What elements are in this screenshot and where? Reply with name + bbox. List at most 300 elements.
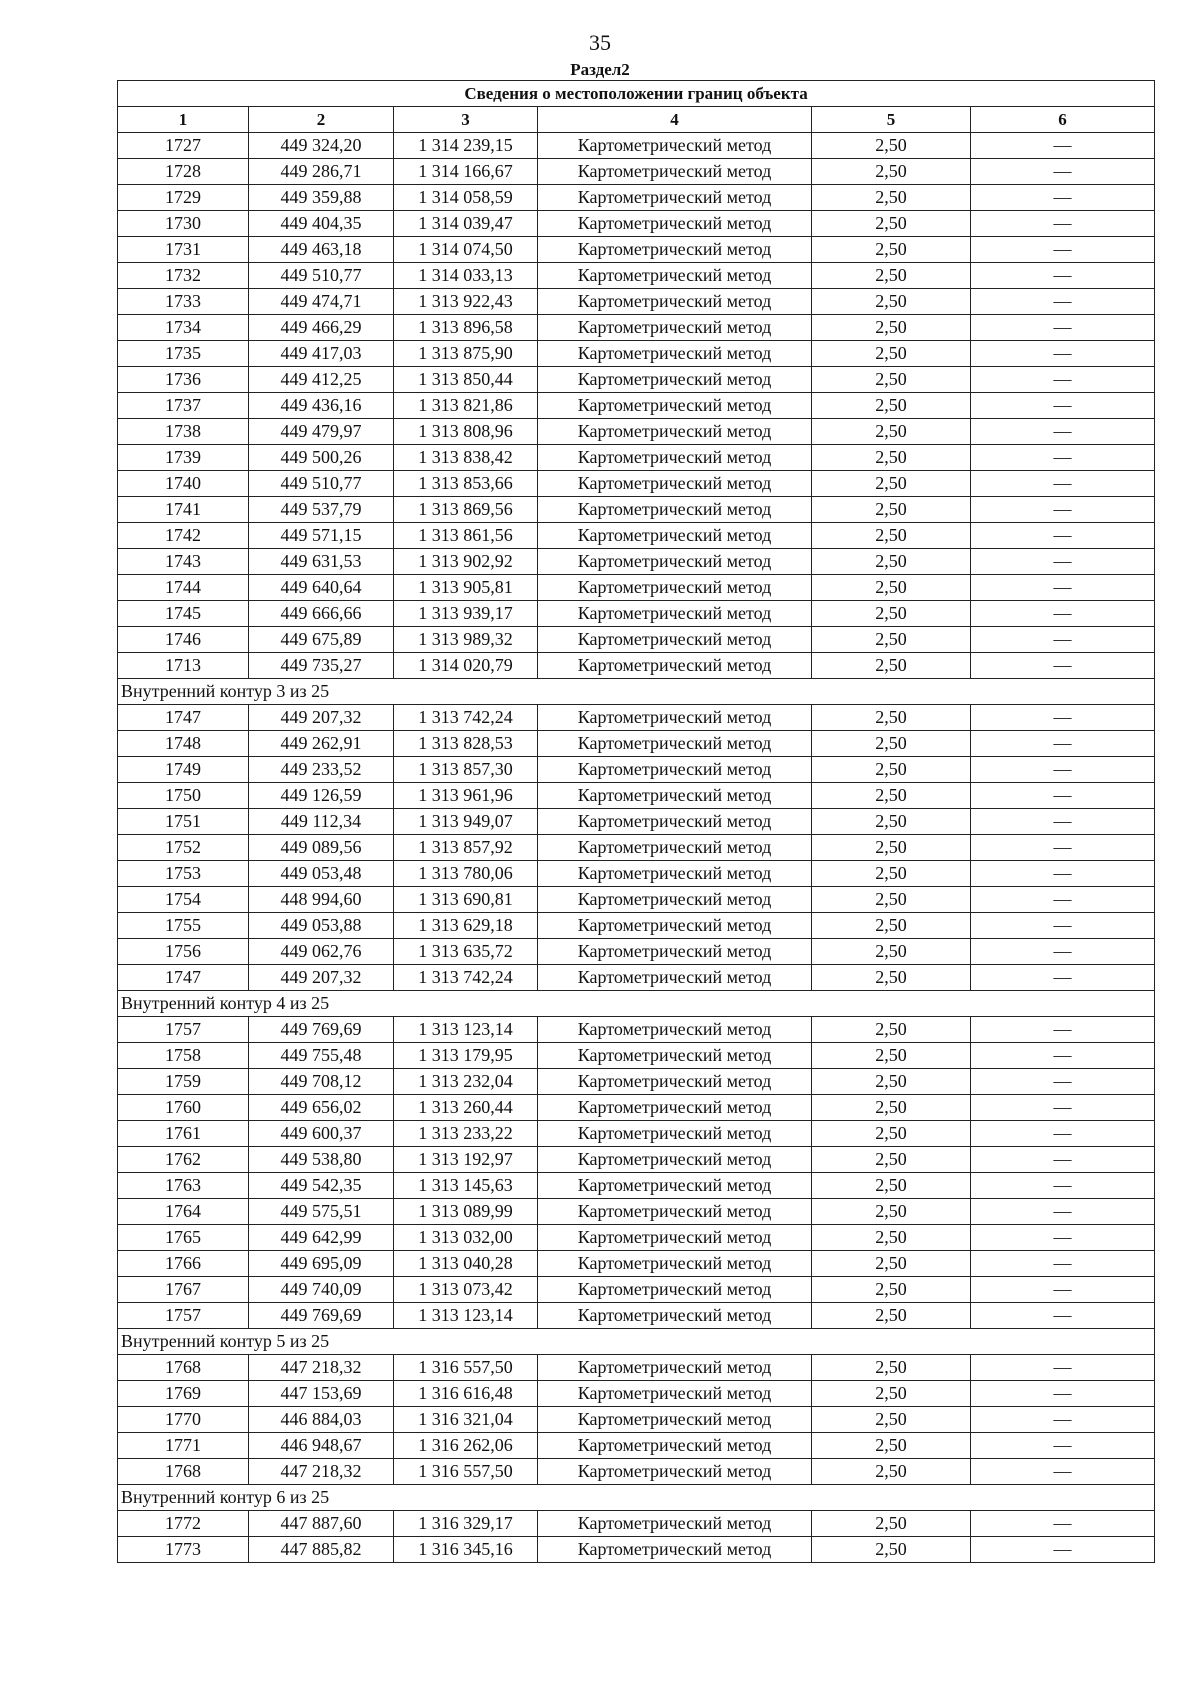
method-cell: Картометрический метод bbox=[538, 835, 812, 861]
x-coordinate-cell: 449 735,27 bbox=[249, 653, 394, 679]
point-number-cell: 1758 bbox=[118, 1043, 249, 1069]
x-coordinate-cell: 449 631,53 bbox=[249, 549, 394, 575]
method-cell: Картометрический метод bbox=[538, 1459, 812, 1485]
table-row bbox=[118, 549, 1155, 575]
point-number-cell: 1713 bbox=[118, 653, 249, 679]
accuracy-cell: 2,50 bbox=[812, 549, 971, 575]
x-coordinate-cell: 446 884,03 bbox=[249, 1407, 394, 1433]
method-cell: Картометрический метод bbox=[538, 653, 812, 679]
y-coordinate-cell: 1 313 902,92 bbox=[394, 549, 538, 575]
table-row bbox=[118, 1017, 1155, 1043]
method-cell: Картометрический метод bbox=[538, 1381, 812, 1407]
table-row bbox=[118, 133, 1155, 159]
y-coordinate-cell: 1 314 020,79 bbox=[394, 653, 538, 679]
table-row bbox=[118, 445, 1155, 471]
table-row bbox=[118, 627, 1155, 653]
description-cell: — bbox=[971, 393, 1155, 419]
y-coordinate-cell: 1 313 089,99 bbox=[394, 1199, 538, 1225]
table-row bbox=[118, 159, 1155, 185]
point-number-cell: 1766 bbox=[118, 1251, 249, 1277]
method-cell: Картометрический метод bbox=[538, 575, 812, 601]
point-number-cell: 1738 bbox=[118, 419, 249, 445]
x-coordinate-cell: 449 404,35 bbox=[249, 211, 394, 237]
method-cell: Картометрический метод bbox=[538, 1537, 812, 1563]
point-number-cell: 1749 bbox=[118, 757, 249, 783]
x-coordinate-cell: 449 575,51 bbox=[249, 1199, 394, 1225]
x-coordinate-cell: 449 510,77 bbox=[249, 471, 394, 497]
point-number-cell: 1732 bbox=[118, 263, 249, 289]
x-coordinate-cell: 449 542,35 bbox=[249, 1173, 394, 1199]
point-number-cell: 1751 bbox=[118, 809, 249, 835]
method-cell: Картометрический метод bbox=[538, 1511, 812, 1537]
description-cell: — bbox=[971, 419, 1155, 445]
description-cell: — bbox=[971, 627, 1155, 653]
table-row bbox=[118, 471, 1155, 497]
table-row bbox=[118, 1147, 1155, 1173]
description-cell: — bbox=[971, 1173, 1155, 1199]
y-coordinate-cell: 1 313 780,06 bbox=[394, 861, 538, 887]
method-cell: Картометрический метод bbox=[538, 939, 812, 965]
table-row bbox=[118, 497, 1155, 523]
x-coordinate-cell: 449 089,56 bbox=[249, 835, 394, 861]
table-row bbox=[118, 367, 1155, 393]
x-coordinate-cell: 449 642,99 bbox=[249, 1225, 394, 1251]
accuracy-cell: 2,50 bbox=[812, 1381, 971, 1407]
x-coordinate-cell: 448 994,60 bbox=[249, 887, 394, 913]
accuracy-cell: 2,50 bbox=[812, 1199, 971, 1225]
accuracy-cell: 2,50 bbox=[812, 1017, 971, 1043]
x-coordinate-cell: 447 153,69 bbox=[249, 1381, 394, 1407]
accuracy-cell: 2,50 bbox=[812, 1147, 971, 1173]
method-cell: Картометрический метод bbox=[538, 887, 812, 913]
y-coordinate-cell: 1 316 329,17 bbox=[394, 1511, 538, 1537]
accuracy-cell: 2,50 bbox=[812, 367, 971, 393]
point-number-cell: 1741 bbox=[118, 497, 249, 523]
method-cell: Картометрический метод bbox=[538, 783, 812, 809]
table-row bbox=[118, 289, 1155, 315]
table-row bbox=[118, 1381, 1155, 1407]
method-cell: Картометрический метод bbox=[538, 1121, 812, 1147]
accuracy-cell: 2,50 bbox=[812, 575, 971, 601]
point-number-cell: 1737 bbox=[118, 393, 249, 419]
x-coordinate-cell: 449 324,20 bbox=[249, 133, 394, 159]
method-cell: Картометрический метод bbox=[538, 861, 812, 887]
y-coordinate-cell: 1 313 853,66 bbox=[394, 471, 538, 497]
point-number-cell: 1773 bbox=[118, 1537, 249, 1563]
point-number-cell: 1759 bbox=[118, 1069, 249, 1095]
description-cell: — bbox=[971, 211, 1155, 237]
y-coordinate-cell: 1 316 616,48 bbox=[394, 1381, 538, 1407]
accuracy-cell: 2,50 bbox=[812, 731, 971, 757]
table-row bbox=[118, 1433, 1155, 1459]
x-coordinate-cell: 449 436,16 bbox=[249, 393, 394, 419]
accuracy-cell: 2,50 bbox=[812, 1069, 971, 1095]
x-coordinate-cell: 449 500,26 bbox=[249, 445, 394, 471]
method-cell: Картометрический метод bbox=[538, 341, 812, 367]
x-coordinate-cell: 449 755,48 bbox=[249, 1043, 394, 1069]
x-coordinate-cell: 449 053,88 bbox=[249, 913, 394, 939]
y-coordinate-cell: 1 313 961,96 bbox=[394, 783, 538, 809]
x-coordinate-cell: 449 708,12 bbox=[249, 1069, 394, 1095]
table-row bbox=[118, 965, 1155, 991]
description-cell: — bbox=[971, 783, 1155, 809]
boundary-coordinates-table bbox=[117, 80, 1155, 1563]
point-number-cell: 1768 bbox=[118, 1355, 249, 1381]
method-cell: Картометрический метод bbox=[538, 367, 812, 393]
point-number-cell: 1772 bbox=[118, 1511, 249, 1537]
accuracy-cell: 2,50 bbox=[812, 757, 971, 783]
y-coordinate-cell: 1 313 260,44 bbox=[394, 1095, 538, 1121]
y-coordinate-cell: 1 313 629,18 bbox=[394, 913, 538, 939]
column-header: 6 bbox=[971, 107, 1155, 133]
table-row bbox=[118, 887, 1155, 913]
y-coordinate-cell: 1 313 742,24 bbox=[394, 965, 538, 991]
accuracy-cell: 2,50 bbox=[812, 1537, 971, 1563]
description-cell: — bbox=[971, 653, 1155, 679]
method-cell: Картометрический метод bbox=[538, 211, 812, 237]
accuracy-cell: 2,50 bbox=[812, 315, 971, 341]
description-cell: — bbox=[971, 965, 1155, 991]
y-coordinate-cell: 1 314 166,67 bbox=[394, 159, 538, 185]
table-row bbox=[118, 1511, 1155, 1537]
point-number-cell: 1728 bbox=[118, 159, 249, 185]
point-number-cell: 1757 bbox=[118, 1017, 249, 1043]
accuracy-cell: 2,50 bbox=[812, 497, 971, 523]
method-cell: Картометрический метод bbox=[538, 757, 812, 783]
y-coordinate-cell: 1 313 179,95 bbox=[394, 1043, 538, 1069]
accuracy-cell: 2,50 bbox=[812, 133, 971, 159]
point-number-cell: 1754 bbox=[118, 887, 249, 913]
y-coordinate-cell: 1 313 073,42 bbox=[394, 1277, 538, 1303]
point-number-cell: 1767 bbox=[118, 1277, 249, 1303]
point-number-cell: 1727 bbox=[118, 133, 249, 159]
method-cell: Картометрический метод bbox=[538, 1355, 812, 1381]
table-row bbox=[118, 341, 1155, 367]
x-coordinate-cell: 449 062,76 bbox=[249, 939, 394, 965]
method-cell: Картометрический метод bbox=[538, 445, 812, 471]
point-number-cell: 1753 bbox=[118, 861, 249, 887]
description-cell: — bbox=[971, 1069, 1155, 1095]
x-coordinate-cell: 449 571,15 bbox=[249, 523, 394, 549]
table-row bbox=[118, 939, 1155, 965]
table-row bbox=[118, 185, 1155, 211]
y-coordinate-cell: 1 313 949,07 bbox=[394, 809, 538, 835]
description-cell: — bbox=[971, 1303, 1155, 1329]
method-cell: Картометрический метод bbox=[538, 315, 812, 341]
y-coordinate-cell: 1 313 896,58 bbox=[394, 315, 538, 341]
x-coordinate-cell: 449 666,66 bbox=[249, 601, 394, 627]
point-number-cell: 1742 bbox=[118, 523, 249, 549]
point-number-cell: 1755 bbox=[118, 913, 249, 939]
description-cell: — bbox=[971, 939, 1155, 965]
page-number: 35 bbox=[589, 30, 611, 55]
accuracy-cell: 2,50 bbox=[812, 1459, 971, 1485]
method-cell: Картометрический метод bbox=[538, 549, 812, 575]
y-coordinate-cell: 1 313 857,30 bbox=[394, 757, 538, 783]
y-coordinate-cell: 1 313 857,92 bbox=[394, 835, 538, 861]
table-row bbox=[118, 653, 1155, 679]
point-number-cell: 1765 bbox=[118, 1225, 249, 1251]
accuracy-cell: 2,50 bbox=[812, 1225, 971, 1251]
x-coordinate-cell: 449 053,48 bbox=[249, 861, 394, 887]
table-title-row bbox=[118, 81, 1155, 107]
accuracy-cell: 2,50 bbox=[812, 1511, 971, 1537]
x-coordinate-cell: 447 887,60 bbox=[249, 1511, 394, 1537]
description-cell: — bbox=[971, 835, 1155, 861]
table-row bbox=[118, 1251, 1155, 1277]
table-row bbox=[118, 1303, 1155, 1329]
table-row bbox=[118, 1459, 1155, 1485]
accuracy-cell: 2,50 bbox=[812, 419, 971, 445]
x-coordinate-cell: 449 479,97 bbox=[249, 419, 394, 445]
method-cell: Картометрический метод bbox=[538, 1095, 812, 1121]
method-cell: Картометрический метод bbox=[538, 133, 812, 159]
description-cell: — bbox=[971, 315, 1155, 341]
point-number-cell: 1744 bbox=[118, 575, 249, 601]
x-coordinate-cell: 447 218,32 bbox=[249, 1459, 394, 1485]
y-coordinate-cell: 1 316 345,16 bbox=[394, 1537, 538, 1563]
point-number-cell: 1761 bbox=[118, 1121, 249, 1147]
point-number-cell: 1739 bbox=[118, 445, 249, 471]
description-cell: — bbox=[971, 263, 1155, 289]
x-coordinate-cell: 449 207,32 bbox=[249, 965, 394, 991]
x-coordinate-cell: 449 474,71 bbox=[249, 289, 394, 315]
y-coordinate-cell: 1 313 939,17 bbox=[394, 601, 538, 627]
y-coordinate-cell: 1 313 838,42 bbox=[394, 445, 538, 471]
method-cell: Картометрический метод bbox=[538, 1251, 812, 1277]
point-number-cell: 1743 bbox=[118, 549, 249, 575]
description-cell: — bbox=[971, 1225, 1155, 1251]
method-cell: Картометрический метод bbox=[538, 1303, 812, 1329]
method-cell: Картометрический метод bbox=[538, 1173, 812, 1199]
column-header: 1 bbox=[118, 107, 249, 133]
description-cell: — bbox=[971, 445, 1155, 471]
accuracy-cell: 2,50 bbox=[812, 1121, 971, 1147]
accuracy-cell: 2,50 bbox=[812, 523, 971, 549]
table-row bbox=[118, 211, 1155, 237]
column-number-row bbox=[118, 107, 1155, 133]
table-row bbox=[118, 1043, 1155, 1069]
x-coordinate-cell: 449 675,89 bbox=[249, 627, 394, 653]
method-cell: Картометрический метод bbox=[538, 497, 812, 523]
table-head bbox=[118, 81, 1155, 133]
y-coordinate-cell: 1 313 233,22 bbox=[394, 1121, 538, 1147]
description-cell: — bbox=[971, 367, 1155, 393]
y-coordinate-cell: 1 313 989,32 bbox=[394, 627, 538, 653]
contour-header-row bbox=[118, 991, 1155, 1017]
point-number-cell: 1752 bbox=[118, 835, 249, 861]
table-row bbox=[118, 731, 1155, 757]
description-cell: — bbox=[971, 1017, 1155, 1043]
accuracy-cell: 2,50 bbox=[812, 601, 971, 627]
accuracy-cell: 2,50 bbox=[812, 185, 971, 211]
point-number-cell: 1745 bbox=[118, 601, 249, 627]
accuracy-cell: 2,50 bbox=[812, 1407, 971, 1433]
column-header: 3 bbox=[394, 107, 538, 133]
method-cell: Картометрический метод bbox=[538, 731, 812, 757]
point-number-cell: 1747 bbox=[118, 705, 249, 731]
y-coordinate-cell: 1 314 239,15 bbox=[394, 133, 538, 159]
y-coordinate-cell: 1 313 905,81 bbox=[394, 575, 538, 601]
table-row bbox=[118, 1355, 1155, 1381]
method-cell: Картометрический метод bbox=[538, 1199, 812, 1225]
table-row bbox=[118, 419, 1155, 445]
x-coordinate-cell: 446 948,67 bbox=[249, 1433, 394, 1459]
description-cell: — bbox=[971, 809, 1155, 835]
x-coordinate-cell: 449 740,09 bbox=[249, 1277, 394, 1303]
description-cell: — bbox=[971, 549, 1155, 575]
section-title: Раздел2 bbox=[570, 60, 630, 79]
description-cell: — bbox=[971, 1355, 1155, 1381]
y-coordinate-cell: 1 313 821,86 bbox=[394, 393, 538, 419]
y-coordinate-cell: 1 316 557,50 bbox=[394, 1355, 538, 1381]
accuracy-cell: 2,50 bbox=[812, 939, 971, 965]
table-row bbox=[118, 315, 1155, 341]
y-coordinate-cell: 1 313 232,04 bbox=[394, 1069, 538, 1095]
description-cell: — bbox=[971, 1277, 1155, 1303]
point-number-cell: 1750 bbox=[118, 783, 249, 809]
accuracy-cell: 2,50 bbox=[812, 783, 971, 809]
point-number-cell: 1762 bbox=[118, 1147, 249, 1173]
table-row bbox=[118, 835, 1155, 861]
accuracy-cell: 2,50 bbox=[812, 1173, 971, 1199]
description-cell: — bbox=[971, 1095, 1155, 1121]
y-coordinate-cell: 1 313 861,56 bbox=[394, 523, 538, 549]
contour-label: Внутренний контур 6 из 25 bbox=[118, 1485, 1155, 1511]
accuracy-cell: 2,50 bbox=[812, 471, 971, 497]
y-coordinate-cell: 1 313 922,43 bbox=[394, 289, 538, 315]
method-cell: Картометрический метод bbox=[538, 965, 812, 991]
point-number-cell: 1734 bbox=[118, 315, 249, 341]
accuracy-cell: 2,50 bbox=[812, 965, 971, 991]
accuracy-cell: 2,50 bbox=[812, 393, 971, 419]
accuracy-cell: 2,50 bbox=[812, 705, 971, 731]
x-coordinate-cell: 449 600,37 bbox=[249, 1121, 394, 1147]
x-coordinate-cell: 449 463,18 bbox=[249, 237, 394, 263]
point-number-cell: 1763 bbox=[118, 1173, 249, 1199]
point-number-cell: 1735 bbox=[118, 341, 249, 367]
accuracy-cell: 2,50 bbox=[812, 835, 971, 861]
method-cell: Картометрический метод bbox=[538, 913, 812, 939]
description-cell: — bbox=[971, 497, 1155, 523]
y-coordinate-cell: 1 313 123,14 bbox=[394, 1303, 538, 1329]
description-cell: — bbox=[971, 731, 1155, 757]
x-coordinate-cell: 449 112,34 bbox=[249, 809, 394, 835]
point-number-cell: 1733 bbox=[118, 289, 249, 315]
contour-header-row bbox=[118, 679, 1155, 705]
x-coordinate-cell: 449 233,52 bbox=[249, 757, 394, 783]
y-coordinate-cell: 1 313 123,14 bbox=[394, 1017, 538, 1043]
accuracy-cell: 2,50 bbox=[812, 1277, 971, 1303]
table-row bbox=[118, 1537, 1155, 1563]
y-coordinate-cell: 1 313 869,56 bbox=[394, 497, 538, 523]
point-number-cell: 1764 bbox=[118, 1199, 249, 1225]
y-coordinate-cell: 1 313 145,63 bbox=[394, 1173, 538, 1199]
x-coordinate-cell: 449 640,64 bbox=[249, 575, 394, 601]
point-number-cell: 1736 bbox=[118, 367, 249, 393]
description-cell: — bbox=[971, 1381, 1155, 1407]
table-row bbox=[118, 523, 1155, 549]
description-cell: — bbox=[971, 159, 1155, 185]
point-number-cell: 1768 bbox=[118, 1459, 249, 1485]
y-coordinate-cell: 1 316 262,06 bbox=[394, 1433, 538, 1459]
method-cell: Картометрический метод bbox=[538, 627, 812, 653]
description-cell: — bbox=[971, 133, 1155, 159]
method-cell: Картометрический метод bbox=[538, 1407, 812, 1433]
x-coordinate-cell: 449 286,71 bbox=[249, 159, 394, 185]
point-number-cell: 1748 bbox=[118, 731, 249, 757]
description-cell: — bbox=[971, 757, 1155, 783]
contour-label: Внутренний контур 3 из 25 bbox=[118, 679, 1155, 705]
description-cell: — bbox=[971, 601, 1155, 627]
accuracy-cell: 2,50 bbox=[812, 1433, 971, 1459]
description-cell: — bbox=[971, 185, 1155, 211]
method-cell: Картометрический метод bbox=[538, 263, 812, 289]
table-row bbox=[118, 757, 1155, 783]
column-header: 5 bbox=[812, 107, 971, 133]
method-cell: Картометрический метод bbox=[538, 1277, 812, 1303]
accuracy-cell: 2,50 bbox=[812, 627, 971, 653]
accuracy-cell: 2,50 bbox=[812, 237, 971, 263]
method-cell: Картометрический метод bbox=[538, 159, 812, 185]
contour-header-row bbox=[118, 1329, 1155, 1355]
accuracy-cell: 2,50 bbox=[812, 913, 971, 939]
point-number-cell: 1757 bbox=[118, 1303, 249, 1329]
point-number-cell: 1771 bbox=[118, 1433, 249, 1459]
y-coordinate-cell: 1 314 074,50 bbox=[394, 237, 538, 263]
column-header: 2 bbox=[249, 107, 394, 133]
table-row bbox=[118, 1277, 1155, 1303]
accuracy-cell: 2,50 bbox=[812, 809, 971, 835]
x-coordinate-cell: 449 417,03 bbox=[249, 341, 394, 367]
accuracy-cell: 2,50 bbox=[812, 445, 971, 471]
point-number-cell: 1769 bbox=[118, 1381, 249, 1407]
description-cell: — bbox=[971, 237, 1155, 263]
x-coordinate-cell: 449 207,32 bbox=[249, 705, 394, 731]
contour-header-row bbox=[118, 1485, 1155, 1511]
method-cell: Картометрический метод bbox=[538, 601, 812, 627]
accuracy-cell: 2,50 bbox=[812, 887, 971, 913]
table-row bbox=[118, 575, 1155, 601]
table-row bbox=[118, 237, 1155, 263]
description-cell: — bbox=[971, 523, 1155, 549]
y-coordinate-cell: 1 313 828,53 bbox=[394, 731, 538, 757]
x-coordinate-cell: 449 769,69 bbox=[249, 1303, 394, 1329]
y-coordinate-cell: 1 313 040,28 bbox=[394, 1251, 538, 1277]
method-cell: Картометрический метод bbox=[538, 419, 812, 445]
method-cell: Картометрический метод bbox=[538, 1017, 812, 1043]
description-cell: — bbox=[971, 705, 1155, 731]
description-cell: — bbox=[971, 1043, 1155, 1069]
x-coordinate-cell: 449 510,77 bbox=[249, 263, 394, 289]
x-coordinate-cell: 449 359,88 bbox=[249, 185, 394, 211]
table-row bbox=[118, 393, 1155, 419]
x-coordinate-cell: 449 262,91 bbox=[249, 731, 394, 757]
x-coordinate-cell: 449 695,09 bbox=[249, 1251, 394, 1277]
description-cell: — bbox=[971, 1537, 1155, 1563]
point-number-cell: 1730 bbox=[118, 211, 249, 237]
method-cell: Картометрический метод bbox=[538, 1225, 812, 1251]
contour-label: Внутренний контур 4 из 25 bbox=[118, 991, 1155, 1017]
accuracy-cell: 2,50 bbox=[812, 653, 971, 679]
y-coordinate-cell: 1 313 850,44 bbox=[394, 367, 538, 393]
point-number-cell: 1746 bbox=[118, 627, 249, 653]
accuracy-cell: 2,50 bbox=[812, 1043, 971, 1069]
description-cell: — bbox=[971, 1407, 1155, 1433]
point-number-cell: 1760 bbox=[118, 1095, 249, 1121]
accuracy-cell: 2,50 bbox=[812, 1095, 971, 1121]
description-cell: — bbox=[971, 1121, 1155, 1147]
